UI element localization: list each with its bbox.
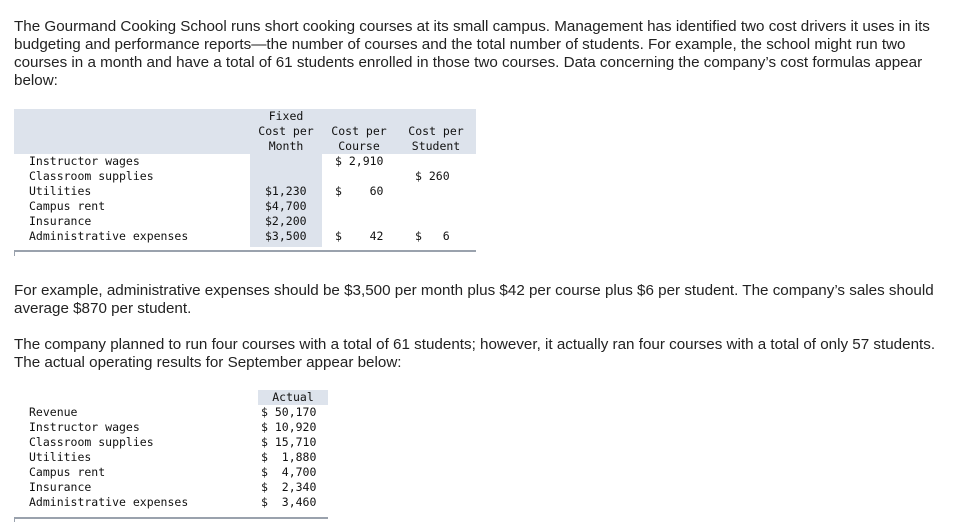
header-course-line2: Course bbox=[338, 139, 380, 153]
row-student-classroom-supplies: $ 260 bbox=[415, 169, 450, 183]
header-fixed-line2: Cost per bbox=[258, 124, 314, 138]
row-label-classroom-supplies: Classroom supplies bbox=[29, 169, 154, 183]
planned-paragraph: The company planned to run four courses with a total of 61 students; however, it actually ran four courses with a total of only 57 students. The actual operating results for September appear below: bbox=[14, 336, 936, 371]
actual-label-classroom-supplies: Classroom supplies bbox=[29, 435, 154, 449]
header-course-line1: Cost per bbox=[331, 124, 387, 138]
actual-label-insurance: Insurance bbox=[29, 480, 92, 494]
header-fixed-line3: Month bbox=[268, 139, 304, 153]
row-label-utilities: Utilities bbox=[29, 184, 92, 198]
header-student-line2: Student bbox=[411, 139, 461, 153]
actual-label-administrative-expenses: Administrative expenses bbox=[29, 495, 189, 509]
actual-header: Actual bbox=[272, 390, 314, 404]
actual-table-rule-tick bbox=[14, 517, 15, 522]
actual-label-campus-rent: Campus rent bbox=[29, 465, 106, 479]
actual-label-instructor-wages: Instructor wages bbox=[29, 420, 140, 434]
actual-value-campus-rent: $ 4,700 bbox=[261, 465, 317, 479]
row-course-instructor-wages: $ 2,910 bbox=[335, 154, 384, 168]
actual-value-revenue: $ 50,170 bbox=[261, 405, 317, 419]
actual-table-bottom-rule bbox=[14, 517, 328, 519]
row-fixed-insurance: $2,200 bbox=[265, 214, 307, 228]
row-label-administrative-expenses: Administrative expenses bbox=[29, 229, 189, 243]
header-fixed-line1: Fixed bbox=[268, 109, 304, 123]
actual-label-utilities: Utilities bbox=[29, 450, 92, 464]
row-fixed-utilities: $1,230 bbox=[265, 184, 307, 198]
intro-paragraph: The Gourmand Cooking School runs short cooking courses at its small campus. Management has identified two cost drivers it uses in its budgeting and performance reports—the number of courses and the total number of students. For example, the school might run two courses in a month and have a total of 61 students enrolled in those two courses. Data concerning the company’s cost formulas appear below: bbox=[14, 18, 930, 89]
example-paragraph: For example, administrative expenses should be $3,500 per month plus $42 per course plus $6 per student. The company’s sales should average $870 per student. bbox=[14, 282, 934, 317]
header-student-line1: Cost per bbox=[408, 124, 464, 138]
actual-value-administrative-expenses: $ 3,460 bbox=[261, 495, 317, 509]
actual-value-instructor-wages: $ 10,920 bbox=[261, 420, 317, 434]
actual-value-classroom-supplies: $ 15,710 bbox=[261, 435, 317, 449]
row-fixed-administrative-expenses: $3,500 bbox=[265, 229, 307, 243]
row-student-administrative-expenses: $ 6 bbox=[415, 229, 450, 243]
actual-value-insurance: $ 2,340 bbox=[261, 480, 317, 494]
actual-value-utilities: $ 1,880 bbox=[261, 450, 317, 464]
row-course-utilities: $ 60 bbox=[335, 184, 384, 198]
row-label-instructor-wages: Instructor wages bbox=[29, 154, 140, 168]
row-label-insurance: Insurance bbox=[29, 214, 92, 228]
row-fixed-campus-rent: $4,700 bbox=[265, 199, 307, 213]
row-label-campus-rent: Campus rent bbox=[29, 199, 106, 213]
actual-label-revenue: Revenue bbox=[29, 405, 78, 419]
row-course-administrative-expenses: $ 42 bbox=[335, 229, 384, 243]
